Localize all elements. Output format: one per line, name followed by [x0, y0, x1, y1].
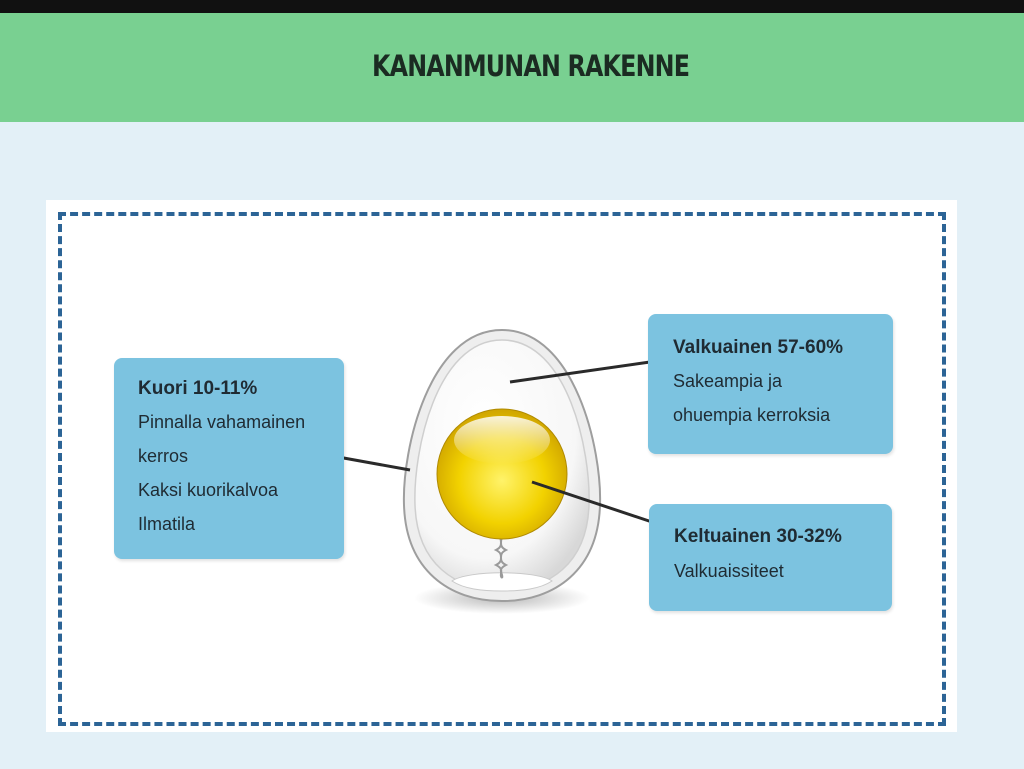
shell-line: Kaksi kuorikalvoa: [138, 480, 279, 500]
callout-yolk: [649, 504, 892, 611]
shell-line: kerros: [138, 446, 189, 466]
white-line: ohuempia kerroksia: [673, 405, 831, 425]
callout-white: [648, 314, 893, 454]
white-line: Sakeampia ja: [673, 371, 783, 391]
page-title: KANANMUNAN RAKENNE: [372, 49, 690, 83]
callout-shell: [114, 358, 344, 559]
yolk-line: Valkuaissiteet: [674, 561, 784, 581]
shell-title: Kuori 10-11%: [138, 378, 258, 399]
shell-line: Ilmatila: [138, 514, 196, 534]
shell-line: Pinnalla vahamainen: [138, 412, 306, 432]
white-title: Valkuainen 57-60%: [673, 337, 844, 358]
yolk-title: Keltuainen 30-32%: [674, 526, 842, 547]
